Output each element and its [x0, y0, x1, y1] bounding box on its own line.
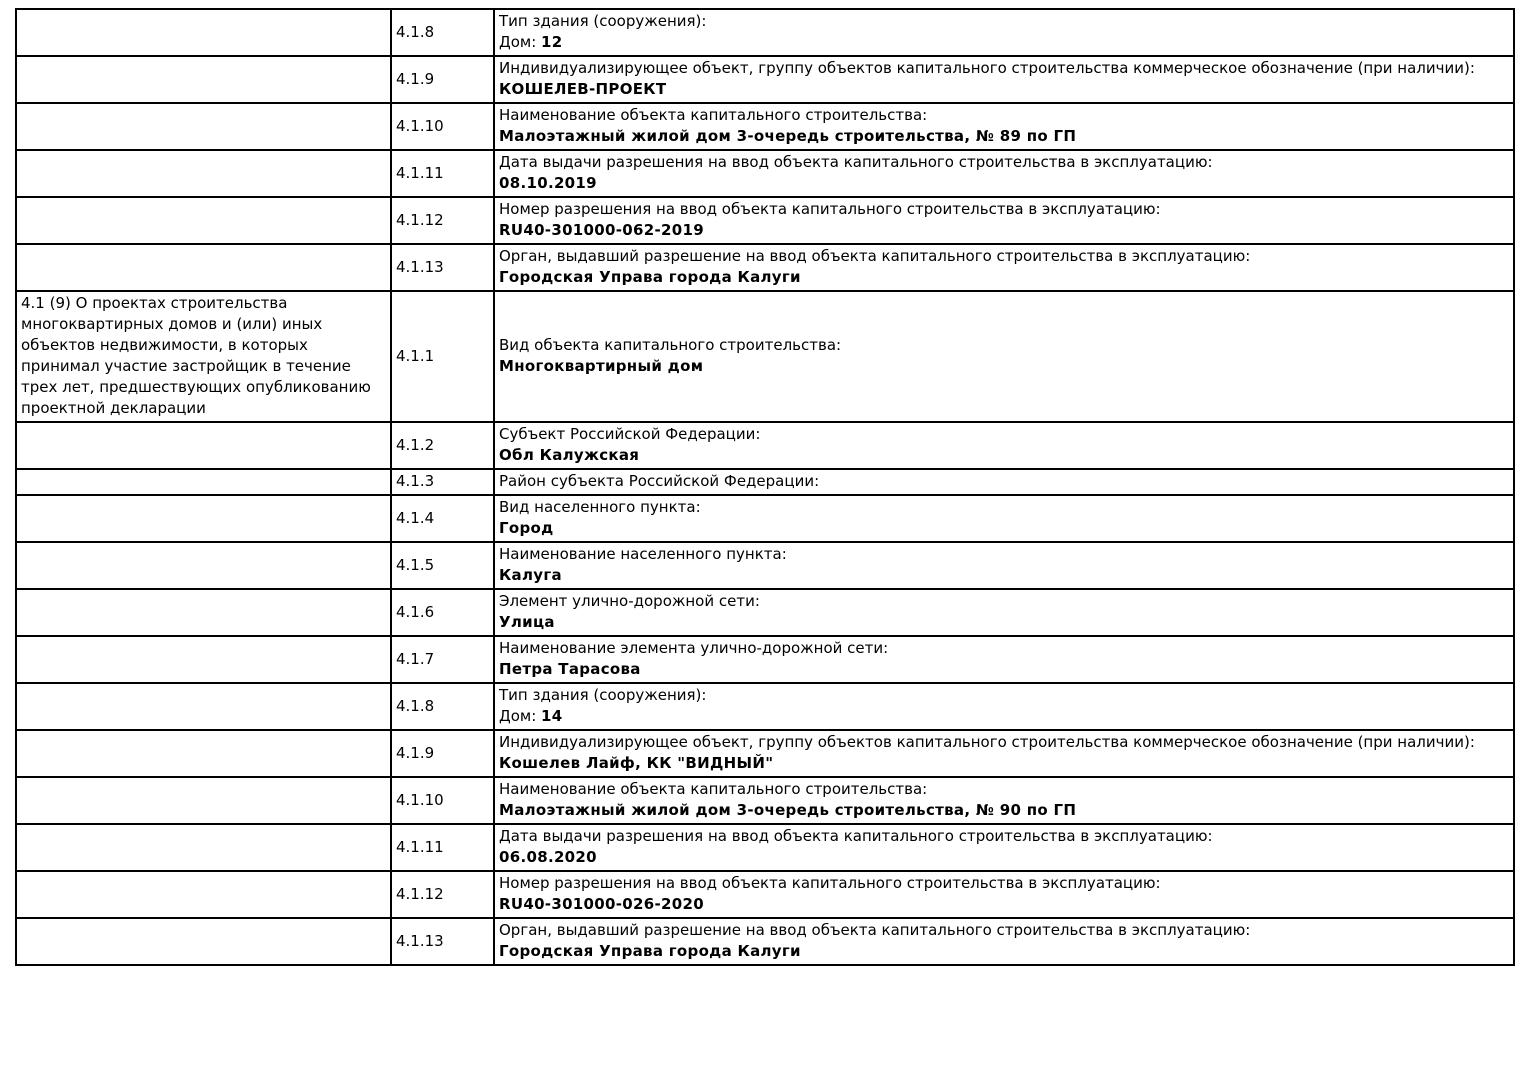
content-cell	[494, 824, 1514, 871]
section-cell	[16, 56, 391, 103]
section-cell	[16, 589, 391, 636]
field-value-line	[499, 518, 1508, 539]
code-cell: 4.1.11	[391, 150, 494, 197]
field-value: 12	[541, 33, 563, 51]
code-cell: 4.1.3	[391, 469, 494, 495]
section-cell	[16, 197, 391, 244]
field-value-line	[499, 706, 1508, 727]
content-cell	[494, 197, 1514, 244]
field-label: Тип здания (сооружения):	[499, 686, 707, 704]
code-cell: 4.1.13	[391, 244, 494, 291]
section-cell	[16, 244, 391, 291]
field-label: Наименование объекта капитального строительства:	[499, 780, 928, 798]
table-row	[16, 56, 1514, 103]
section-cell	[16, 777, 391, 824]
field-label: Орган, выдавший разрешение на ввод объекта капитального строительства в эксплуатацию:	[499, 921, 1251, 939]
table-row	[16, 197, 1514, 244]
content-cell	[494, 150, 1514, 197]
field-value: КОШЕЛЕВ-ПРОЕКТ	[499, 80, 667, 98]
field-label: Наименование элемента улично-дорожной сети:	[499, 639, 889, 657]
field-value-line	[499, 847, 1508, 868]
field-value-line	[499, 79, 1508, 100]
field-label: Дата выдачи разрешения на ввод объекта капитального строительства в эксплуатацию:	[499, 153, 1213, 171]
field-value: Калуга	[499, 566, 562, 584]
table-row	[16, 150, 1514, 197]
code-cell: 4.1.11	[391, 824, 494, 871]
field-label: Наименование объекта капитального строительства:	[499, 106, 928, 124]
field-label: Номер разрешения на ввод объекта капитального строительства в эксплуатацию:	[499, 874, 1161, 892]
field-value: Городская Управа города Калуги	[499, 942, 801, 960]
content-cell	[494, 422, 1514, 469]
content-cell	[494, 683, 1514, 730]
code-cell: 4.1.8	[391, 683, 494, 730]
field-label: Наименование населенного пункта:	[499, 545, 787, 563]
field-value: Малоэтажный жилой дом 3-очередь строительства, № 89 по ГП	[499, 127, 1077, 145]
content-cell	[494, 730, 1514, 777]
field-label: Дата выдачи разрешения на ввод объекта капитального строительства в эксплуатацию:	[499, 827, 1213, 845]
content-cell	[494, 103, 1514, 150]
section-cell	[16, 871, 391, 918]
section-cell	[16, 918, 391, 965]
field-value-line	[499, 445, 1508, 466]
field-value: 08.10.2019	[499, 174, 597, 192]
field-value: Кошелев Лайф, КК "ВИДНЫЙ"	[499, 754, 774, 772]
code-cell: 4.1.12	[391, 871, 494, 918]
code-cell: 4.1.9	[391, 56, 494, 103]
field-label: Номер разрешения на ввод объекта капитального строительства в эксплуатацию:	[499, 200, 1161, 218]
content-cell	[494, 469, 1514, 495]
code-cell: 4.1.10	[391, 777, 494, 824]
content-cell	[494, 589, 1514, 636]
section-cell	[16, 730, 391, 777]
table-row	[16, 103, 1514, 150]
field-label: Элемент улично-дорожной сети:	[499, 592, 760, 610]
field-value: Петра Тарасова	[499, 660, 641, 678]
content-cell	[494, 244, 1514, 291]
content-cell	[494, 918, 1514, 965]
field-value-prefix: Дом:	[499, 33, 542, 51]
field-value-line	[499, 800, 1508, 821]
field-label: Индивидуализирующее объект, группу объектов капитального строительства коммерческое обозначение (при наличии):	[499, 733, 1475, 751]
code-cell: 4.1.2	[391, 422, 494, 469]
field-value-line	[499, 565, 1508, 586]
content-cell	[494, 9, 1514, 56]
field-value-line	[499, 659, 1508, 680]
code-cell: 4.1.8	[391, 9, 494, 56]
field-value-line	[499, 356, 1508, 377]
section-cell	[16, 150, 391, 197]
field-label: Орган, выдавший разрешение на ввод объекта капитального строительства в эксплуатацию:	[499, 247, 1251, 265]
content-cell	[494, 636, 1514, 683]
code-cell: 4.1.4	[391, 495, 494, 542]
code-cell: 4.1.13	[391, 918, 494, 965]
section-cell	[16, 495, 391, 542]
field-value-prefix: Дом:	[499, 707, 542, 725]
section-cell	[16, 542, 391, 589]
table-row	[16, 589, 1514, 636]
field-value: RU40-301000-062-2019	[499, 221, 704, 239]
content-cell	[494, 495, 1514, 542]
code-cell: 4.1.1	[391, 291, 494, 422]
field-value: Обл Калужская	[499, 446, 640, 464]
field-value: Многоквартирный дом	[499, 357, 704, 375]
section-cell	[16, 824, 391, 871]
section-cell: 4.1 (9) О проектах строительства многоквартирных домов и (или) иных объектов недвижимости, в которых принимал участие застройщик в течение трех лет, предшествующих опубликованию проектной декларации	[16, 291, 391, 422]
content-cell	[494, 777, 1514, 824]
field-label: Район субъекта Российской Федерации:	[499, 472, 820, 490]
table-body	[16, 9, 1514, 965]
field-value: Городская Управа города Калуги	[499, 268, 801, 286]
field-value: Малоэтажный жилой дом 3-очередь строительства, № 90 по ГП	[499, 801, 1077, 819]
field-label: Субъект Российской Федерации:	[499, 425, 761, 443]
table-row	[16, 422, 1514, 469]
content-cell	[494, 56, 1514, 103]
table-row	[16, 291, 1514, 422]
field-value-line	[499, 32, 1508, 53]
declaration-table	[15, 8, 1515, 966]
field-label: Тип здания (сооружения):	[499, 12, 707, 30]
code-cell: 4.1.9	[391, 730, 494, 777]
code-cell: 4.1.6	[391, 589, 494, 636]
field-value: 06.08.2020	[499, 848, 597, 866]
field-value: RU40-301000-026-2020	[499, 895, 704, 913]
field-value: 14	[541, 707, 563, 725]
field-value-line	[499, 173, 1508, 194]
code-cell: 4.1.10	[391, 103, 494, 150]
table-row	[16, 9, 1514, 56]
table-row	[16, 469, 1514, 495]
code-cell: 4.1.12	[391, 197, 494, 244]
field-value-line	[499, 753, 1508, 774]
section-cell	[16, 636, 391, 683]
table-row	[16, 244, 1514, 291]
field-value-line	[499, 220, 1508, 241]
table-row	[16, 777, 1514, 824]
table-row	[16, 918, 1514, 965]
table-row	[16, 824, 1514, 871]
table-row	[16, 683, 1514, 730]
section-cell	[16, 9, 391, 56]
section-cell	[16, 422, 391, 469]
table-row	[16, 871, 1514, 918]
table-row	[16, 542, 1514, 589]
field-value-line	[499, 941, 1508, 962]
field-value-line	[499, 267, 1508, 288]
field-label: Вид населенного пункта:	[499, 498, 701, 516]
field-value-line	[499, 126, 1508, 147]
code-cell: 4.1.7	[391, 636, 494, 683]
section-cell	[16, 683, 391, 730]
section-cell	[16, 103, 391, 150]
content-cell	[494, 871, 1514, 918]
field-label: Вид объекта капитального строительства:	[499, 336, 842, 354]
field-value-line	[499, 612, 1508, 633]
field-label: Индивидуализирующее объект, группу объектов капитального строительства коммерческое обозначение (при наличии):	[499, 59, 1475, 77]
table-row	[16, 636, 1514, 683]
field-value: Улица	[499, 613, 555, 631]
section-cell	[16, 469, 391, 495]
code-cell: 4.1.5	[391, 542, 494, 589]
field-value-line	[499, 894, 1508, 915]
field-value: Город	[499, 519, 554, 537]
table-row	[16, 495, 1514, 542]
content-cell	[494, 291, 1514, 422]
content-cell	[494, 542, 1514, 589]
table-row	[16, 730, 1514, 777]
